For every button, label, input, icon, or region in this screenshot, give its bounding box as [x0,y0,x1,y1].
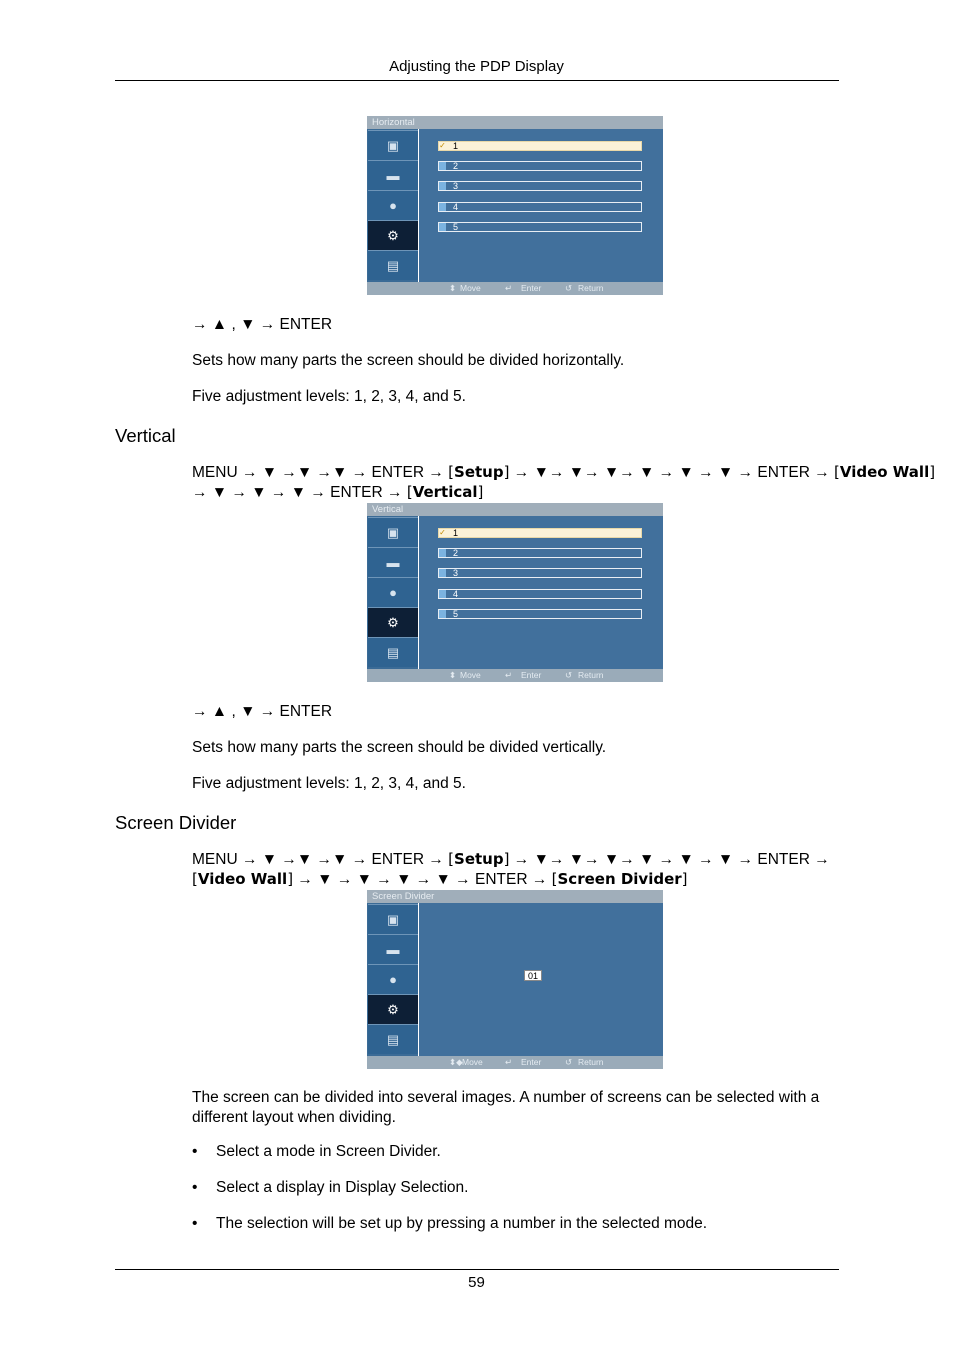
osd-title: Horizontal [367,116,663,129]
input-icon: ▤ [368,250,418,280]
channel-icon: ● [368,190,418,220]
enter-icon: ↵ [505,670,513,680]
picture-icon: ▣ [368,130,418,160]
picture-icon: ▣ [368,517,418,547]
horizontal-osd-screenshot [367,116,663,295]
horizontal-levels: Five adjustment levels: 1, 2, 3, 4, and 5. [192,388,466,405]
osd-title: Vertical [367,503,663,516]
picture-icon: ▣ [368,904,418,934]
osd-option-2: 2 [438,161,642,171]
move-icon: ⬍ [449,283,457,293]
channel-icon: ● [368,964,418,994]
screen-divider-path-line2: [ Video Wall ] → ▼ → ▼ → ▼ → ▼ → ENTER → [ Screen Divider ] [192,869,688,890]
screen-divider-desc-line2: different layout when dividing. [192,1109,396,1126]
osd-main [419,129,663,282]
move-icon: ⬍◆ [449,1057,463,1067]
osd-main [419,903,663,1056]
osd-footer: ⬍◆ Move ↵ Enter ↺ Return [367,1056,663,1069]
check-icon: ✓ [439,141,446,150]
enter-icon: ↵ [505,1057,513,1067]
horizontal-desc: Sets how many parts the screen should be divided horizontally. [192,352,625,369]
screen-divider-value: 01 [524,970,542,981]
sound-icon: ▬ [368,160,418,190]
page-number: 59 [468,1274,485,1291]
osd-option-1: ✓ 1 [438,141,642,151]
enter-icon: ↵ [505,283,513,293]
osd-option-3: 3 [438,568,642,578]
horizontal-nav: → ▲ , ▼ → ENTER [192,316,333,333]
vertical-path-line2: → ▼ → ▼ → ▼ → ENTER → [ Vertical ] [192,482,483,503]
return-icon: ↺ [565,670,573,680]
osd-footer: ⬍ Move ↵ Enter ↺ Return [367,669,663,682]
bullet-icon: • [192,1143,198,1160]
osd-option-4: 4 [438,202,642,212]
check-icon: ✓ [439,528,446,537]
return-icon: ↺ [565,283,573,293]
vertical-levels: Five adjustment levels: 1, 2, 3, 4, and 5. [192,775,466,792]
input-icon: ▤ [368,1024,418,1054]
screen-divider-heading: Screen Divider [115,812,237,833]
osd-sidebar [367,129,418,282]
osd-option-2: 2 [438,548,642,558]
setup-icon: ⚙ [368,994,418,1024]
screen-divider-osd-screenshot [367,890,663,1069]
setup-icon: ⚙ [368,220,418,250]
screen-divider-path-line1: MENU → ▼ →▼ →▼ → ENTER → [ Setup ] → ▼→ ▼→ ▼→ ▼ → ▼ → ▼ → ENTER → [192,849,830,870]
screen-divider-desc-line1: The screen can be divided into several images. A number of screens can be selected with a [192,1089,820,1106]
osd-option-5: 5 [438,222,642,232]
osd-footer: ⬍ Move ↵ Enter ↺ Return [367,282,663,295]
sound-icon: ▬ [368,547,418,577]
vertical-heading: Vertical [115,425,176,446]
return-icon: ↺ [565,1057,573,1067]
osd-main [419,516,663,669]
setup-icon: ⚙ [368,607,418,637]
vertical-nav: → ▲ , ▼ → ENTER [192,703,333,720]
channel-icon: ● [368,577,418,607]
osd-option-3: 3 [438,181,642,191]
header-rule [115,80,839,81]
osd-sidebar [367,516,418,669]
sound-icon: ▬ [368,934,418,964]
osd-title: Screen Divider [367,890,663,903]
osd-option-5: 5 [438,609,642,619]
footer-rule [115,1269,839,1270]
osd-sidebar [367,903,418,1056]
input-icon: ▤ [368,637,418,667]
vertical-path-line1: MENU → ▼ →▼ →▼ → ENTER → [ Setup ] → ▼→ ▼→ ▼→ ▼ → ▼ → ▼ → ENTER → [ Video Wall ] [192,462,935,483]
page-header: Adjusting the PDP Display [389,58,564,75]
osd-option-4: 4 [438,589,642,599]
vertical-desc: Sets how many parts the screen should be divided vertically. [192,739,607,756]
osd-option-1: ✓ 1 [438,528,642,538]
bullet-icon: • [192,1215,198,1232]
vertical-osd-screenshot [367,503,663,682]
move-icon: ⬍ [449,670,457,680]
bullet-icon: • [192,1179,198,1196]
